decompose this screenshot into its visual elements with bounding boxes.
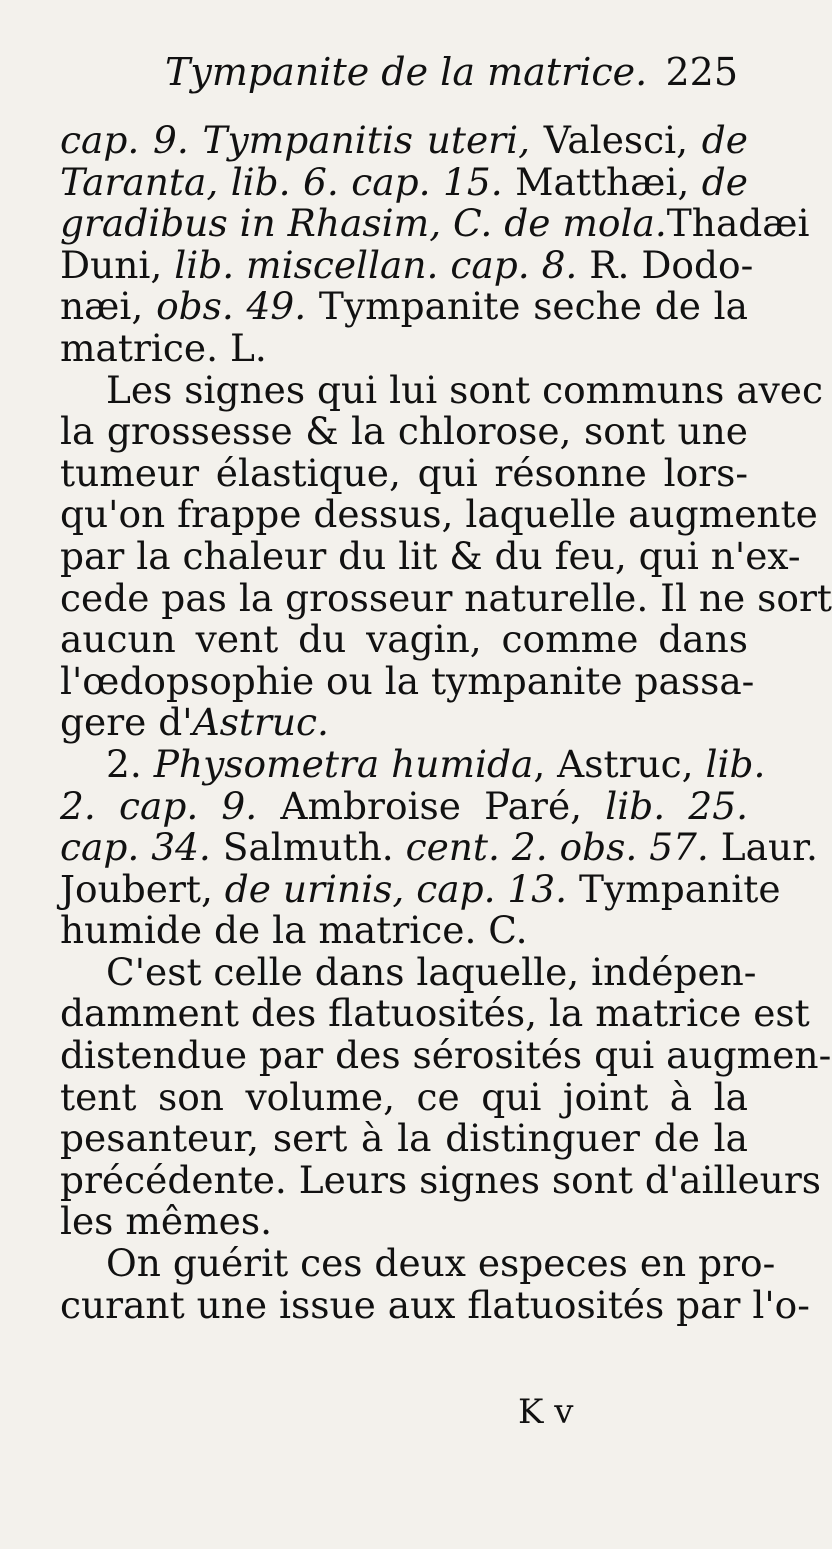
page-header bbox=[60, 50, 748, 120]
text-line: par la chaleur du lit & du feu, qui n'ex- bbox=[60, 533, 801, 578]
text-line: humide de la matrice. C. bbox=[60, 908, 528, 953]
text-line: matrice. L. bbox=[60, 325, 267, 370]
text-line: tent son volume, ce qui joint à la bbox=[60, 1074, 748, 1119]
text-line: 2. cap. 9. Ambroise Paré, lib. 25. bbox=[60, 783, 748, 828]
text-line: la grossesse & la chlorose, sont une bbox=[60, 409, 748, 454]
text-line: pesanteur, sert à la distinguer de la bbox=[60, 1116, 748, 1161]
text-line: Les signes qui lui sont communs avec bbox=[106, 367, 824, 412]
text-line: cede pas la grosseur naturelle. Il ne sort bbox=[60, 575, 832, 620]
text-line: cap. 9. Tympanitis uteri, Valesci, de bbox=[60, 118, 748, 162]
text-line: curant une issue aux flatuosités par l'o- bbox=[60, 1282, 810, 1327]
page-footer bbox=[0, 1392, 800, 1442]
text-line: Taranta, lib. 6. cap. 15. Matthæi, de bbox=[60, 159, 748, 204]
text-line: damment des flatuosités, la matrice est bbox=[60, 991, 810, 1036]
text-line: qu'on frappe dessus, laquelle augmente bbox=[60, 492, 818, 537]
text-line: distendue par des sérosités qui augmen- bbox=[60, 1033, 832, 1078]
body-text bbox=[60, 118, 832, 1327]
text-line: l'œdopsophie ou la tympanite passa- bbox=[60, 658, 755, 703]
text-line: précédente. Leurs signes sont d'ailleurs bbox=[60, 1157, 821, 1202]
text-line: gere d'Astruc. bbox=[60, 700, 329, 745]
page-number: 225 bbox=[665, 50, 738, 94]
text-line: Joubert, de urinis, cap. 13. Tympanite bbox=[60, 866, 781, 911]
text-line: næi, obs. 49. Tympanite seche de la bbox=[60, 284, 748, 329]
text-line: 2. Physometra humida, Astruc, lib. bbox=[106, 741, 766, 786]
signature-mark: K v bbox=[518, 1392, 574, 1432]
text-line: tumeur élastique, qui résonne lors- bbox=[60, 450, 748, 495]
text-line: On guérit ces deux especes en pro- bbox=[106, 1241, 776, 1286]
text-line: Duni, lib. miscellan. cap. 8. R. Dodo- bbox=[60, 242, 754, 287]
text-line: gradibus in Rhasim, C. de mola.Thadæi bbox=[60, 201, 810, 246]
text-line: aucun vent du vagin, comme dans bbox=[60, 617, 748, 662]
text-line: C'est celle dans laquelle, indépen- bbox=[106, 949, 757, 994]
running-title: Tympanite de la matrice. bbox=[165, 50, 648, 94]
text-line: cap. 34. Salmuth. cent. 2. obs. 57. Laur. bbox=[60, 825, 818, 870]
text-line: les mêmes. bbox=[60, 1199, 273, 1244]
